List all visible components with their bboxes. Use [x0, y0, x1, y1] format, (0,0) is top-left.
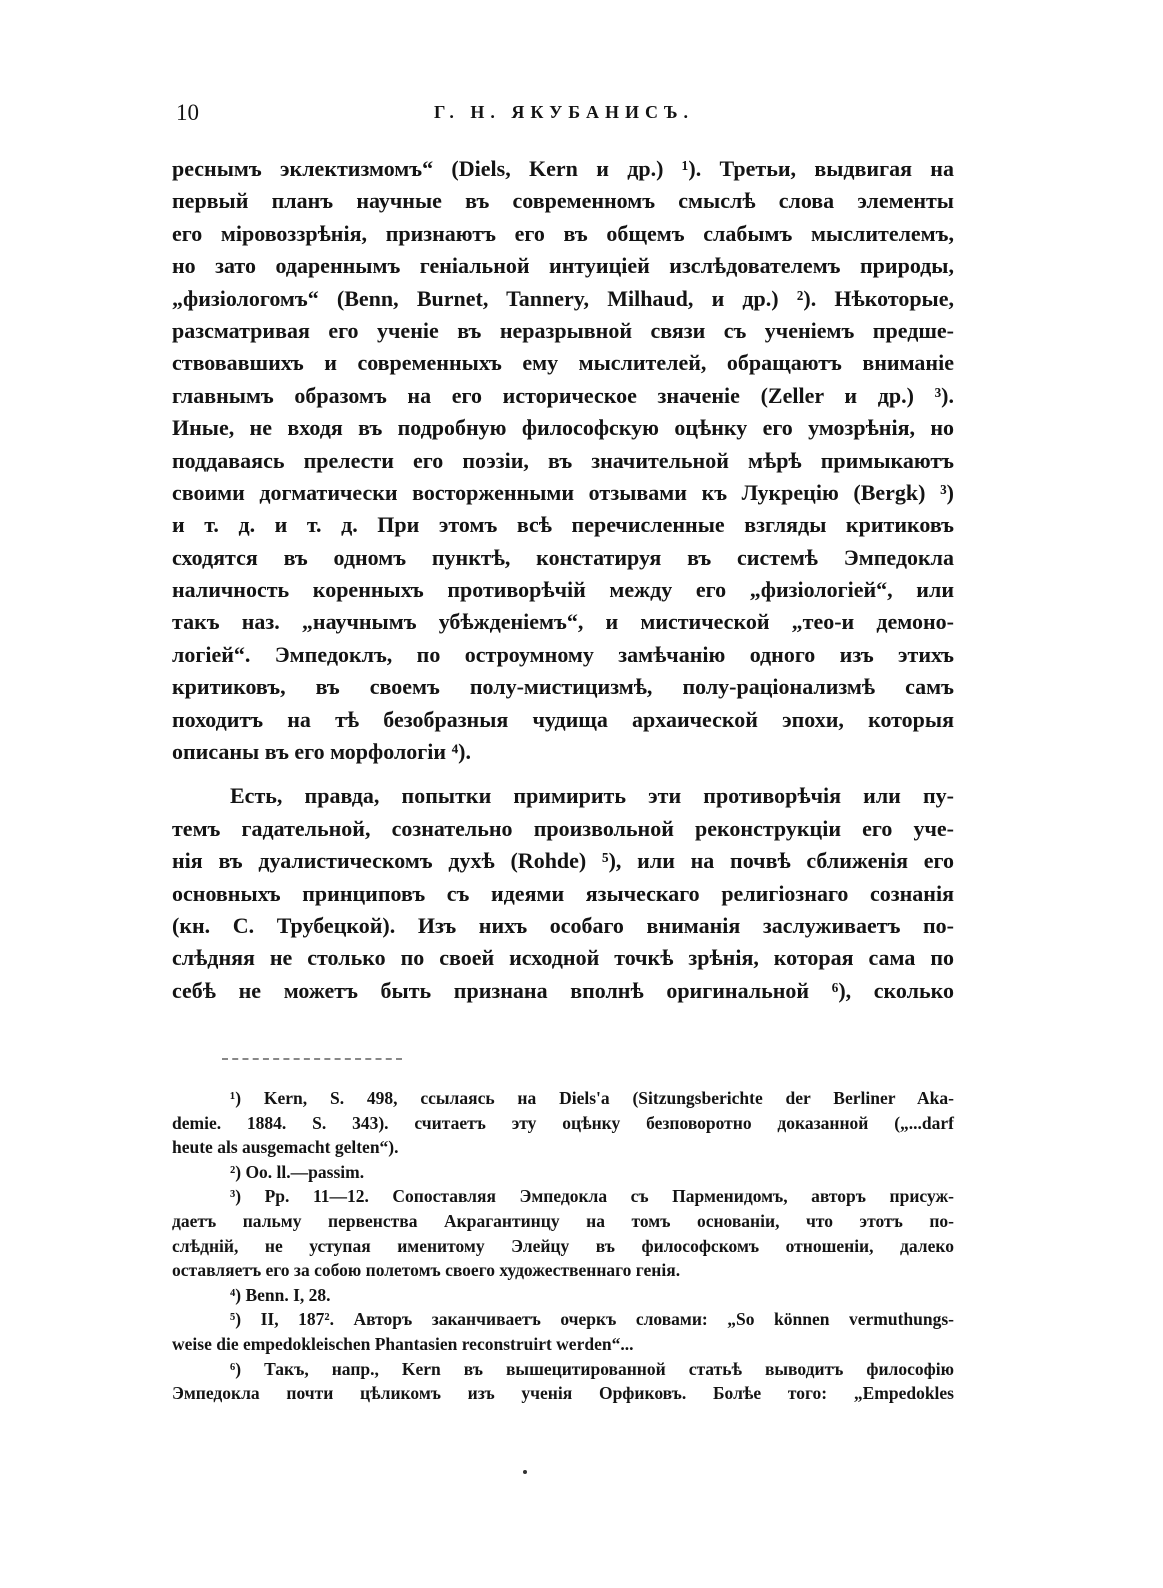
paragraph: [172, 153, 954, 768]
footnote-line: даетъ пальму первенства Акрагантинцу на томъ основаніи, что этотъ по-: [172, 1210, 954, 1231]
footnote-line: оставляетъ его за собою полетомъ своего художественнаго генія.: [172, 1260, 681, 1281]
text-line: его міровоззрѣнія, признаютъ его въ общемъ слабымъ мыслителемъ,: [172, 220, 954, 246]
footnote-line: heute als ausgemacht gelten“).: [172, 1137, 399, 1158]
text-line: главнымъ образомъ на его историческое значеніе (Zeller и др.) ³).: [172, 382, 954, 408]
text-line: поддаваясь прелести его поэзіи, въ значительной мѣрѣ примыкаютъ: [172, 447, 954, 473]
footnotes: [172, 1086, 954, 1406]
footnote-line: ⁵) II, 187². Авторъ заканчиваетъ очеркъ словами: „So können vermuthungs-: [230, 1309, 954, 1330]
text-line: (кн. С. Трубецкой). Изъ нихъ особаго вниманія заслуживаетъ по-: [172, 912, 954, 938]
text-line: первый планъ научные въ современномъ смыслѣ слова элементы: [172, 188, 954, 214]
paragraph: [172, 780, 954, 1007]
text-line: наличность коренныхъ противорѣчій между его „физіологіей“, или: [172, 577, 954, 603]
footnote-line: weise die empedokleischen Phantasien reconstruirt werden“...: [172, 1333, 634, 1354]
text-line: слѣдняя не столько по своей исходной точкѣ зрѣнія, которая сама по: [172, 945, 954, 971]
text-line: темъ гадательной, сознательно произвольной реконструкціи его уче-: [172, 815, 954, 841]
text-line: нія въ дуалистическомъ духѣ (Rohde) ⁵), или на почвѣ сближенія его: [172, 848, 954, 874]
footnote-line: слѣдній, не уступая именитому Элейцу въ философскомъ отношеніи, далеко: [172, 1235, 954, 1256]
scan-speck: [523, 1470, 527, 1474]
text-line: критиковъ, въ своемъ полу-мистицизмѣ, полу-раціонализмѣ самъ: [172, 674, 954, 700]
text-line: походитъ на тѣ безобразныя чудища архаической эпохи, которыя: [172, 706, 954, 732]
text-line: но зато одареннымъ геніальной интуиціей изслѣдователемъ природы,: [172, 253, 954, 279]
main-text: [172, 153, 954, 1007]
footnote-line: ¹) Kern, S. 498, ссылаясь на Diels'a (Sitzungsberichte der Berliner Aka-: [230, 1088, 954, 1108]
running-head: [176, 100, 952, 134]
footnote-line: ⁴) Benn. I, 28.: [230, 1284, 331, 1305]
footnote-line: Эмпедокла почти цѣликомъ изъ ученія Орфиковъ. Болѣе того: „Empedokles: [172, 1383, 954, 1404]
text-line: своими догматически восторженными отзывами къ Лукрецію (Bergk) ³): [172, 479, 954, 505]
text-line: разсматривая его ученіе въ неразрывной связи съ ученіемъ предше-: [172, 317, 954, 343]
text-line: Иные, не входя въ подробную философскую оцѣнку его умозрѣнія, но: [172, 415, 954, 441]
text-line: Есть, правда, попытки примирить эти противорѣчія или пу-: [230, 783, 954, 809]
text-line: и т. д. и т. д. При этомъ всѣ перечисленные взгляды критиковъ: [172, 512, 954, 538]
text-line: сходятся въ одномъ пунктѣ, констатируя въ системѣ Эмпедокла: [172, 544, 954, 570]
footnote-line: demie. 1884. S. 343). считаетъ эту оцѣнку безповоротно доказанной („...darf: [172, 1112, 954, 1133]
running-title: Г. Н. ЯКУБАНИСЪ.: [433, 102, 695, 122]
page-number: 10: [176, 100, 199, 125]
paragraph-gap: [172, 768, 954, 780]
text-line: такъ наз. „научнымъ убѣжденіемъ“, и мистической „тео-и демоно-: [172, 609, 954, 635]
footnote-separator: [222, 1058, 402, 1062]
text-line: описаны въ его морфологіи ⁴).: [172, 739, 472, 765]
footnote-line: ³) Pp. 11—12. Сопоставляя Эмпедокла съ Парменидомъ, авторъ присуж-: [230, 1186, 954, 1207]
text-line: реснымъ эклектизмомъ“ (Diels, Kern и др.) ¹). Третьи, выдвигая на: [172, 156, 954, 181]
text-line: себѣ не можетъ быть признана вполнѣ оригинальной ⁶), сколько: [172, 977, 954, 1003]
text-line: логіей“. Эмпедоклъ, по остроумному замѣчанію одного изъ этихъ: [172, 641, 954, 667]
text-line: основныхъ принциповъ съ идеями языческаго религіознаго сознанія: [172, 880, 954, 906]
text-line: „физіологомъ“ (Benn, Burnet, Tannery, Milhaud, и др.) ²). Нѣкоторые,: [172, 285, 954, 311]
text-line: ствовавшихъ и современныхъ ему мыслителей, обращаютъ вниманіе: [172, 350, 954, 376]
footnote-line: ⁶) Такъ, напр., Kern въ вышецитированной статьѣ выводитъ философію: [230, 1358, 954, 1379]
footnote-line: ²) Oo. ll.—passim.: [230, 1161, 365, 1182]
